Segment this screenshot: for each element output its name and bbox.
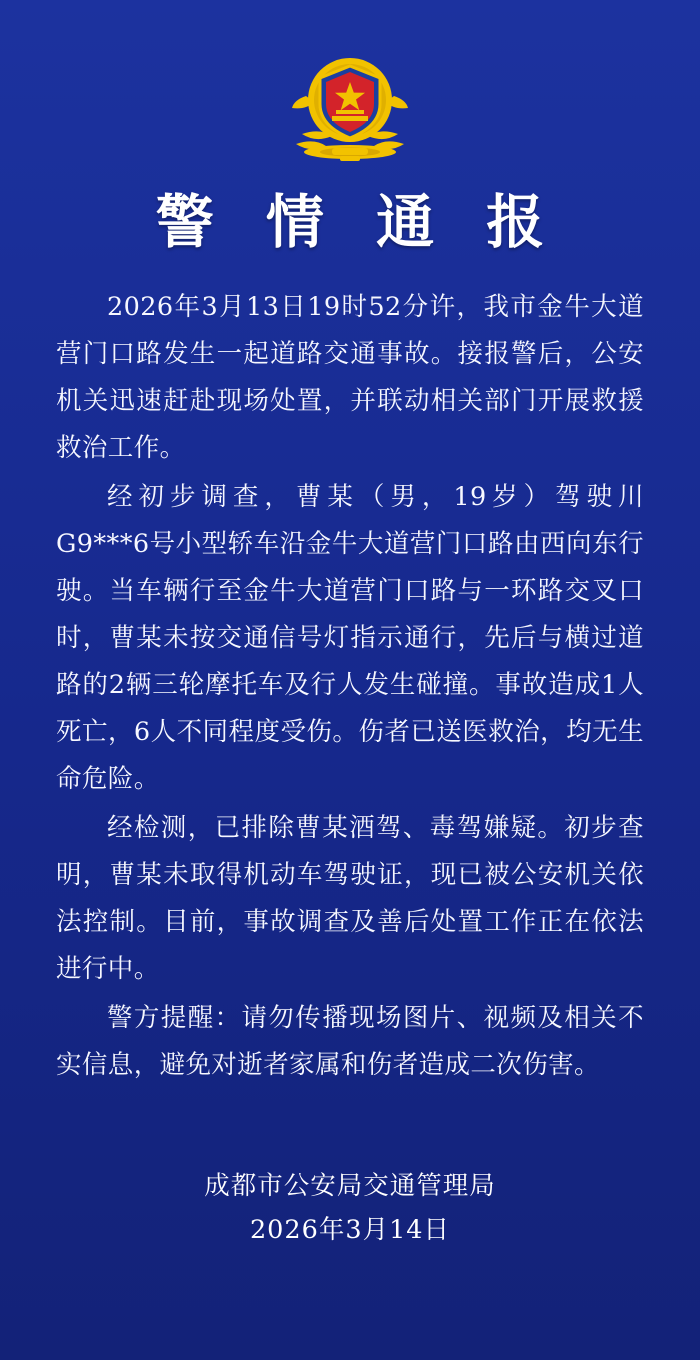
notice-paragraph: 2026年3月13日19时52分许，我市金牛大道营门口路发生一起道路交通事故。接报警后，公安机关迅速赶赴现场处置，并联动相关部门开展救援救治工作。 — [56, 291, 644, 463]
signature-block — [0, 1164, 700, 1252]
emblem-container — [56, 0, 644, 168]
china-police-badge-icon — [288, 52, 412, 168]
notice-paragraph: 经初步调查，曹某（男，19岁）驾驶川G9***6号小型轿车沿金牛大道营门口路由西向东行驶。当车辆行至金牛大道营门口路与一环路交叉口时，曹某未按交通信号灯指示通行，先后与横过道路的2辆三轮摩托车及行人发生碰撞。事故造成1人死亡，6人不同程度受伤。伤者已送医救治，均无生命危险。 — [56, 481, 644, 794]
issue-date: 2026年3月14日 — [249, 1215, 451, 1245]
notice-body — [56, 284, 644, 1089]
notice-paragraph: 警方提醒：请勿传播现场图片、视频及相关不实信息，避免对逝者家属和伤者造成二次伤害。 — [56, 1002, 644, 1080]
page-title: 警 情 通 报 — [155, 188, 561, 256]
issuing-organization: 成都市公安局交通管理局 — [204, 1171, 496, 1201]
notice-paragraph: 经检测，已排除曹某酒驾、毒驾嫌疑。初步查明，曹某未取得机动车驾驶证，现已被公安机关依法控制。目前，事故调查及善后处置工作正在依法进行中。 — [56, 812, 644, 984]
